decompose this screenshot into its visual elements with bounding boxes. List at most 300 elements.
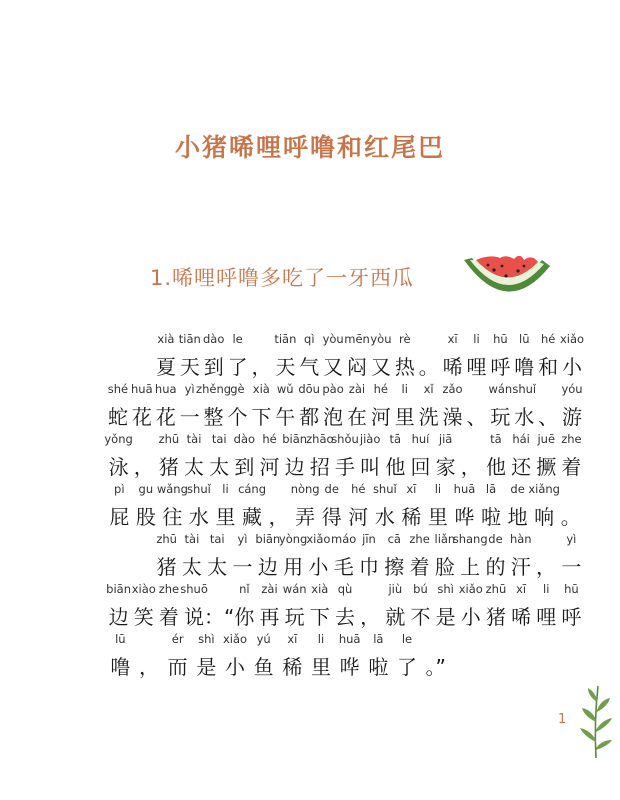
ruby-pair <box>421 632 450 679</box>
ruby-pair <box>458 432 483 479</box>
pinyin: zǎo <box>442 382 463 396</box>
ruby-pair <box>156 432 181 479</box>
hanzi: 笑 <box>133 605 154 629</box>
hanzi: 再 <box>259 605 280 629</box>
hanzi: 的 <box>485 555 506 579</box>
ruby-pair <box>163 632 192 679</box>
hanzi: 唏 <box>511 605 532 629</box>
ruby-pair <box>131 432 156 479</box>
pinyin: zhāo <box>306 432 334 446</box>
ruby-pair <box>512 332 536 379</box>
ruby-pair <box>297 332 321 379</box>
ruby-pair <box>536 382 560 429</box>
ruby-pair <box>408 432 433 479</box>
pinyin: xiǎo <box>458 582 483 596</box>
pinyin: li <box>317 632 325 646</box>
ruby-pair <box>382 532 407 579</box>
pinyin: yòu <box>370 332 392 346</box>
pinyin: liǎn <box>434 532 456 546</box>
ruby-pair <box>250 332 274 379</box>
page-number: 1 <box>558 712 567 727</box>
hanzi: 下 <box>251 405 272 429</box>
hanzi: 就 <box>385 605 406 629</box>
pinyin: shuǐ <box>512 382 537 396</box>
ruby-pair <box>154 332 178 379</box>
pinyin: tài <box>186 432 202 446</box>
ruby-pair <box>332 582 357 629</box>
ruby-pair <box>478 482 505 529</box>
ruby-pair <box>345 482 372 529</box>
ruby-pair <box>508 532 533 579</box>
pinyin: xī <box>516 582 527 596</box>
ruby-pair <box>192 632 221 679</box>
pinyin: pì <box>114 482 125 496</box>
ruby-pair <box>345 382 369 429</box>
pinyin: zhū <box>158 432 180 446</box>
ruby-pair <box>249 382 273 429</box>
ruby-pair <box>232 582 257 629</box>
hanzi: 河 <box>370 405 391 429</box>
hanzi: 在 <box>346 405 367 429</box>
ruby-pair <box>204 582 235 629</box>
pinyin: lā <box>373 632 384 646</box>
ruby-pair <box>393 632 422 679</box>
pinyin: hé <box>540 332 556 346</box>
hanzi: 是 <box>196 655 217 679</box>
ruby-pair <box>458 582 483 629</box>
hanzi: 小 <box>562 355 583 379</box>
hanzi: 了 <box>396 655 417 679</box>
hanzi: 呼 <box>561 605 582 629</box>
pinyin: xī <box>447 332 458 346</box>
pinyin: shé <box>107 382 129 396</box>
ruby-pair <box>452 532 488 579</box>
pinyin: de <box>488 532 503 546</box>
pinyin: tiān <box>274 332 297 346</box>
ruby-pair <box>135 632 164 679</box>
hanzi: 闷 <box>347 355 368 379</box>
ruby-pair <box>257 582 282 629</box>
pinyin: rè <box>399 332 411 346</box>
hanzi: 太 <box>209 455 230 479</box>
ruby-pair <box>106 582 131 629</box>
pinyin: hé <box>351 482 366 496</box>
ruby-pair <box>130 382 154 429</box>
hanzi: 里 <box>394 405 415 429</box>
ruby-pair <box>282 582 307 629</box>
pinyin: mēn <box>344 332 370 346</box>
ruby-pair <box>306 532 331 579</box>
ruby-pair <box>441 332 465 379</box>
pinyin: wán <box>488 382 513 396</box>
pinyin: zhe <box>409 532 430 546</box>
pinyin: jīn <box>362 532 376 546</box>
ruby-pair <box>536 332 560 379</box>
hanzi: 天 <box>275 355 296 379</box>
pinyin: dào <box>203 332 225 346</box>
pinyin: dōu <box>298 382 320 396</box>
hanzi: 太 <box>184 455 205 479</box>
pinyin: zhū <box>156 532 177 546</box>
ruby-pair <box>186 482 213 529</box>
ruby-pair <box>528 482 560 529</box>
chapter-title: 1.唏哩呼噜多吃了一牙西瓜 <box>150 266 415 290</box>
ruby-pair <box>156 582 181 629</box>
hanzi: 。 <box>560 505 581 529</box>
pinyin: wǔ <box>276 382 294 396</box>
ruby-pair <box>226 382 250 429</box>
ruby-pair <box>106 432 131 479</box>
hanzi: 猪 <box>485 605 506 629</box>
hanzi: 弄 <box>295 505 316 529</box>
ruby-pair <box>332 432 357 479</box>
pinyin: xī <box>406 482 417 496</box>
ruby-pair <box>407 532 432 579</box>
hanzi: 股 <box>135 505 156 529</box>
ruby-pair <box>512 382 536 429</box>
pinyin: yóu <box>561 382 583 396</box>
pinyin: shì <box>198 632 215 646</box>
pinyin: zài <box>348 382 366 396</box>
hanzi: 小 <box>308 555 329 579</box>
ruby-pair <box>278 632 307 679</box>
ruby-pair <box>273 382 297 429</box>
ruby-pair <box>278 532 308 579</box>
hanzi: 去 <box>334 605 355 629</box>
ruby-pair <box>133 482 160 529</box>
ruby-pair <box>483 582 508 629</box>
ruby-pair <box>106 482 133 529</box>
hanzi: 不 <box>410 605 431 629</box>
pinyin: jiào <box>359 432 381 446</box>
ruby-pair <box>534 582 559 629</box>
pinyin: shuǐ <box>372 482 397 496</box>
pinyin: biān <box>282 432 308 446</box>
hanzi: 天 <box>179 355 200 379</box>
pinyin: xī <box>287 632 298 646</box>
ruby-pair <box>307 432 332 479</box>
hanzi: ， <box>460 455 481 479</box>
hanzi: ：“ <box>204 605 235 629</box>
hanzi: 用 <box>283 555 304 579</box>
pinyin: de <box>324 482 339 496</box>
ruby-pair <box>212 482 239 529</box>
ruby-pair <box>230 532 255 579</box>
ruby-pair <box>559 532 584 579</box>
ruby-pair <box>372 482 399 529</box>
pinyin: xià <box>311 582 329 596</box>
hanzi: 啦 <box>368 655 389 679</box>
hanzi: 呼 <box>490 355 511 379</box>
pinyin: yú <box>256 632 271 646</box>
ruby-pair <box>559 432 584 479</box>
ruby-pair <box>364 632 393 679</box>
hanzi: 。 <box>418 355 439 379</box>
ruby-pair <box>335 632 364 679</box>
ruby-pair <box>488 332 512 379</box>
pinyin: bú <box>413 582 428 596</box>
hanzi: 着 <box>158 605 179 629</box>
pinyin: jiā <box>438 432 453 446</box>
ruby-pair <box>533 532 558 579</box>
ruby-pair <box>292 482 319 529</box>
hanzi: 、 <box>538 405 559 429</box>
pinyin: huā <box>453 482 476 496</box>
pinyin: zài <box>261 582 278 596</box>
pinyin: dào <box>233 432 256 446</box>
pinyin: xiǎng <box>528 482 560 496</box>
pinyin: ér <box>171 632 184 646</box>
ruby-pair <box>131 582 156 629</box>
ruby-pair <box>393 382 417 429</box>
pinyin: tai <box>211 432 227 446</box>
hanzi: 手 <box>334 455 355 479</box>
hanzi: 河 <box>259 455 280 479</box>
hanzi: 说 <box>184 605 205 629</box>
hanzi: 花 <box>131 405 152 429</box>
pinyin: li <box>434 482 442 496</box>
hanzi: 哩 <box>536 605 557 629</box>
ruby-pair <box>383 582 408 629</box>
pinyin: gu <box>138 482 154 496</box>
hanzi: 太 <box>207 555 228 579</box>
pinyin: gè <box>230 382 245 396</box>
pinyin: nǐ <box>239 582 250 596</box>
pinyin: pào <box>322 382 344 396</box>
hanzi: 气 <box>299 355 320 379</box>
hanzi: 。” <box>425 655 446 679</box>
ruby-pair <box>255 532 280 579</box>
pinyin: yǒng <box>104 432 133 446</box>
pinyin: hū <box>564 582 579 596</box>
hanzi: 澡 <box>442 405 463 429</box>
hanzi: ， <box>536 555 557 579</box>
hanzi: 里 <box>310 655 331 679</box>
pinyin: le <box>401 632 413 646</box>
ruby-pair <box>504 482 531 529</box>
ruby-pair <box>465 382 489 429</box>
hanzi: 太 <box>181 555 202 579</box>
pinyin: hé <box>373 382 389 396</box>
hanzi: 里 <box>215 505 236 529</box>
hanzi: 回 <box>410 455 431 479</box>
hanzi: 稀 <box>401 505 422 529</box>
ruby-pair <box>321 382 345 429</box>
hanzi: 边 <box>257 555 278 579</box>
pinyin: tiān <box>178 332 201 346</box>
hanzi: 你 <box>234 605 255 629</box>
pinyin: li <box>543 582 550 596</box>
pinyin: zhe <box>158 582 180 596</box>
pinyin: yì <box>237 532 248 546</box>
pinyin: hū <box>493 332 508 346</box>
hanzi: 着 <box>409 555 430 579</box>
hanzi: 啦 <box>481 505 502 529</box>
ruby-pair <box>398 482 425 529</box>
hanzi: 叫 <box>360 455 381 479</box>
ruby-pair <box>417 382 441 429</box>
hanzi: 得 <box>321 505 342 529</box>
hanzi: 撅 <box>536 455 557 479</box>
pinyin: yì <box>184 382 195 396</box>
hanzi: 上 <box>460 555 481 579</box>
pinyin: tai <box>209 532 225 546</box>
pinyin: lā <box>485 482 497 496</box>
hanzi: 下 <box>309 605 330 629</box>
pinyin: hé <box>262 432 277 446</box>
hanzi: 夏 <box>155 355 176 379</box>
ruby-pair <box>509 582 534 629</box>
pinyin: hàn <box>509 532 532 546</box>
ruby-pair <box>273 332 297 379</box>
ruby-pair <box>154 382 178 429</box>
hanzi: 边 <box>284 455 305 479</box>
pinyin: shuǐ <box>187 482 211 496</box>
hanzi: ， <box>251 355 272 379</box>
hanzi: 了 <box>227 355 248 379</box>
pinyin: wǎng <box>156 482 188 496</box>
pinyin: hua <box>154 382 177 396</box>
ruby-pair <box>221 632 250 679</box>
pinyin: huā <box>131 382 153 396</box>
pinyin: qì <box>304 332 315 346</box>
ruby-pair <box>483 432 508 479</box>
ruby-pair <box>156 482 188 529</box>
ruby-pair <box>202 332 226 379</box>
hanzi: 河 <box>348 505 369 529</box>
hanzi: 哗 <box>339 655 360 679</box>
pinyin: nòng <box>290 482 320 496</box>
pinyin: xǐ <box>423 382 434 396</box>
pinyin: li <box>401 382 408 396</box>
pinyin: xiǎo <box>306 532 331 546</box>
hanzi: 蛇 <box>107 405 128 429</box>
hanzi: 一 <box>232 555 253 579</box>
hanzi: 边 <box>108 605 129 629</box>
ruby-pair <box>369 332 393 379</box>
ruby-pair <box>358 582 383 629</box>
hanzi: 猪 <box>158 455 179 479</box>
ruby-pair <box>106 632 135 679</box>
hanzi: 到 <box>234 455 255 479</box>
ruby-pair <box>249 632 278 679</box>
book-title: 小猪唏哩呼噜和红尾巴 <box>174 133 445 162</box>
ruby-pair <box>226 332 250 379</box>
hanzi: 藏 <box>242 505 263 529</box>
hanzi: 都 <box>299 405 320 429</box>
pinyin: shuō <box>180 582 208 596</box>
hanzi: ， <box>138 655 159 679</box>
hanzi: 哩 <box>466 355 487 379</box>
hanzi: 小 <box>460 605 481 629</box>
hanzi: 响 <box>534 505 555 529</box>
hanzi: 噜 <box>514 355 535 379</box>
hanzi: 游 <box>562 405 583 429</box>
pinyin: hái <box>512 432 530 446</box>
hanzi: 整 <box>203 405 224 429</box>
pinyin: zhū <box>485 582 507 596</box>
hanzi: 鱼 <box>253 655 274 679</box>
pinyin: shang <box>452 532 488 546</box>
hanzi: 巾 <box>358 555 379 579</box>
ruby-pair <box>356 532 381 579</box>
ruby-pair <box>559 582 584 629</box>
hanzi: 又 <box>323 355 344 379</box>
hanzi: 到 <box>203 355 224 379</box>
hanzi: 水 <box>188 505 209 529</box>
ruby-pair <box>483 532 508 579</box>
hanzi: 花 <box>155 405 176 429</box>
pinyin: tài <box>184 532 200 546</box>
pinyin: yì <box>566 532 577 546</box>
pinyin: cáng <box>238 482 267 496</box>
ruby-pair <box>560 332 584 379</box>
ruby-pair <box>154 532 179 579</box>
plant-sprig-icon <box>574 682 616 760</box>
hanzi: 洗 <box>418 405 439 429</box>
hanzi: 唏 <box>442 355 463 379</box>
hanzi: 而 <box>167 655 188 679</box>
pinyin: yòu <box>322 332 344 346</box>
hanzi: 哗 <box>454 505 475 529</box>
hanzi: 擦 <box>384 555 405 579</box>
pinyin: shì <box>437 582 454 596</box>
hanzi: 噜 <box>110 655 131 679</box>
pinyin: tā <box>389 432 402 446</box>
hanzi: 猪 <box>156 555 177 579</box>
hanzi: 一 <box>561 555 582 579</box>
ruby-pair <box>205 532 230 579</box>
ruby-pair <box>181 582 206 629</box>
pinyin: le <box>232 332 243 346</box>
ruby-pair <box>433 582 458 629</box>
pinyin: máo <box>331 532 357 546</box>
pinyin: li <box>222 482 229 496</box>
pinyin: xià <box>252 382 270 396</box>
ruby-pair <box>358 432 383 479</box>
ruby-pair <box>345 332 369 379</box>
ruby-pair <box>534 432 559 479</box>
hanzi: 泡 <box>323 405 344 429</box>
pinyin: jiù <box>388 582 403 596</box>
pinyin: zhe <box>561 432 582 446</box>
pinyin: zhěng <box>196 382 232 396</box>
hanzi: 稀 <box>282 655 303 679</box>
pinyin: biān <box>106 582 131 596</box>
hanzi: 小 <box>224 655 245 679</box>
hanzi: 地 <box>507 505 528 529</box>
ruby-pair <box>207 432 232 479</box>
pinyin: li <box>473 332 480 346</box>
ruby-pair <box>307 632 336 679</box>
pinyin: wán <box>282 582 307 596</box>
pinyin: lū <box>519 332 530 346</box>
ruby-pair <box>451 482 478 529</box>
pinyin: xià <box>157 332 175 346</box>
hanzi: 午 <box>275 405 296 429</box>
pinyin: biān <box>255 532 281 546</box>
hanzi: 招 <box>309 455 330 479</box>
pinyin: juē <box>537 432 556 446</box>
pinyin: de <box>510 482 525 496</box>
pinyin: tā <box>490 432 502 446</box>
hanzi: 着 <box>561 455 582 479</box>
ruby-pair <box>178 332 202 379</box>
ruby-pair <box>307 582 332 629</box>
pinyin: lū <box>115 632 126 646</box>
pinyin: huā <box>338 632 361 646</box>
hanzi: ， <box>133 455 154 479</box>
